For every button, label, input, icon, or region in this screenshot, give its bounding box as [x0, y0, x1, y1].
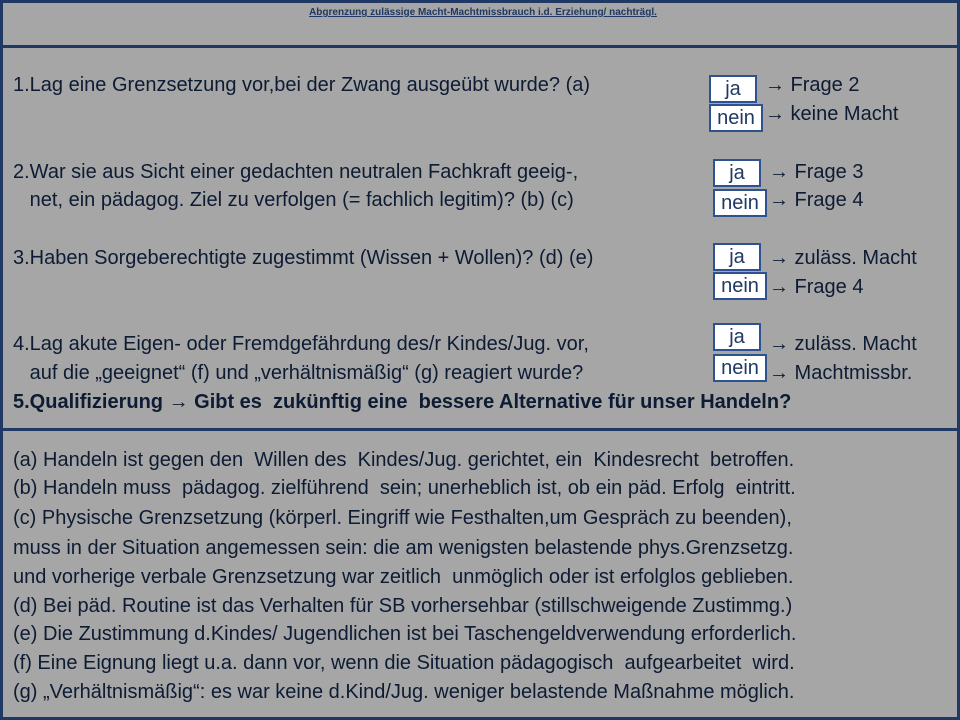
- question-1-no-result: → keine Macht: [765, 103, 899, 125]
- title-divider: [3, 45, 960, 48]
- question-3-no-result: → Frage 4: [769, 276, 864, 298]
- question-2-no-result: → Frage 4: [769, 189, 864, 211]
- question-2-yes-result: → Frage 3: [769, 161, 864, 183]
- note-f: (f) Eine Eignung liegt u.a. dann vor, wenn die Situation pädagogisch aufgearbeitet wird.: [13, 652, 795, 674]
- slide-title: Abgrenzung zulässige Macht-Machtmissbrauch i.d. Erziehung/ nachträgl.: [309, 7, 657, 18]
- question-2-no-box: nein: [713, 189, 767, 217]
- question-3-no-box: nein: [713, 272, 767, 300]
- note-a: (a) Handeln ist gegen den Willen des Kindes/Jug. gerichtet, ein Kindesrecht betroffen.: [13, 449, 795, 471]
- note-b: (b) Handeln muss pädagog. zielführend sein; unerheblich ist, ob ein päd. Erfolg eintritt.: [13, 477, 796, 499]
- note-c: (c) Physische Grenzsetzung (körperl. Eingriff wie Festhalten,um Gespräch zu beenden),: [13, 507, 792, 529]
- note-e: (e) Die Zustimmung d.Kindes/ Jugendlichen ist bei Taschengeldverwendung erforderlich.: [13, 623, 797, 645]
- question-2-yes-box: ja: [713, 159, 761, 187]
- note-g: (g) „Verhältnismäßig“: es war keine d.Kind/Jug. weniger belastende Maßnahme möglich.: [13, 681, 795, 703]
- question-1-yes-box: ja: [709, 75, 757, 103]
- note-c-continued-2: und vorherige verbale Grenzsetzung war zeitlich unmöglich oder ist erfolglos geblieben.: [13, 566, 794, 588]
- note-c-continued-1: muss in der Situation angemessen sein: die am wenigsten belastende phys.Grenzsetzg.: [13, 537, 794, 559]
- question-4-line-1: 4.Lag akute Eigen- oder Fremdgefährdung des/r Kindes/Jug. vor,: [13, 333, 589, 355]
- question-4-no-box: nein: [713, 354, 767, 382]
- question-4-yes-result: → zuläss. Macht: [769, 333, 917, 355]
- question-2-line-2: net, ein pädagog. Ziel zu verfolgen (= fachlich legitim)? (b) (c): [13, 189, 574, 211]
- question-2-line-1: 2.War sie aus Sicht einer gedachten neutralen Fachkraft geeig-,: [13, 161, 579, 183]
- question-3-yes-box: ja: [713, 243, 761, 271]
- question-5: 5.Qualifizierung → Gibt es zukünftig eine bessere Alternative für unser Handeln?: [13, 391, 792, 413]
- question-4-no-result: → Machtmissbr.: [769, 362, 913, 384]
- question-4-line-2: auf die „geeignet“ (f) und „verhältnismäßig“ (g) reagiert wurde?: [13, 362, 584, 384]
- question-1-no-box: nein: [709, 104, 763, 132]
- question-1-line-1: 1.Lag eine Grenzsetzung vor,bei der Zwang ausgeübt wurde? (a): [13, 74, 591, 96]
- question-3-yes-result: → zuläss. Macht: [769, 247, 917, 269]
- question-4-yes-box: ja: [713, 323, 761, 351]
- question-1-yes-result: → Frage 2: [765, 74, 860, 96]
- section-divider: [3, 428, 960, 431]
- note-d: (d) Bei päd. Routine ist das Verhalten für SB vorhersehbar (stillschweigende Zustimmg.): [13, 595, 793, 617]
- question-3-line-1: 3.Haben Sorgeberechtigte zugestimmt (Wissen + Wollen)? (d) (e): [13, 247, 594, 269]
